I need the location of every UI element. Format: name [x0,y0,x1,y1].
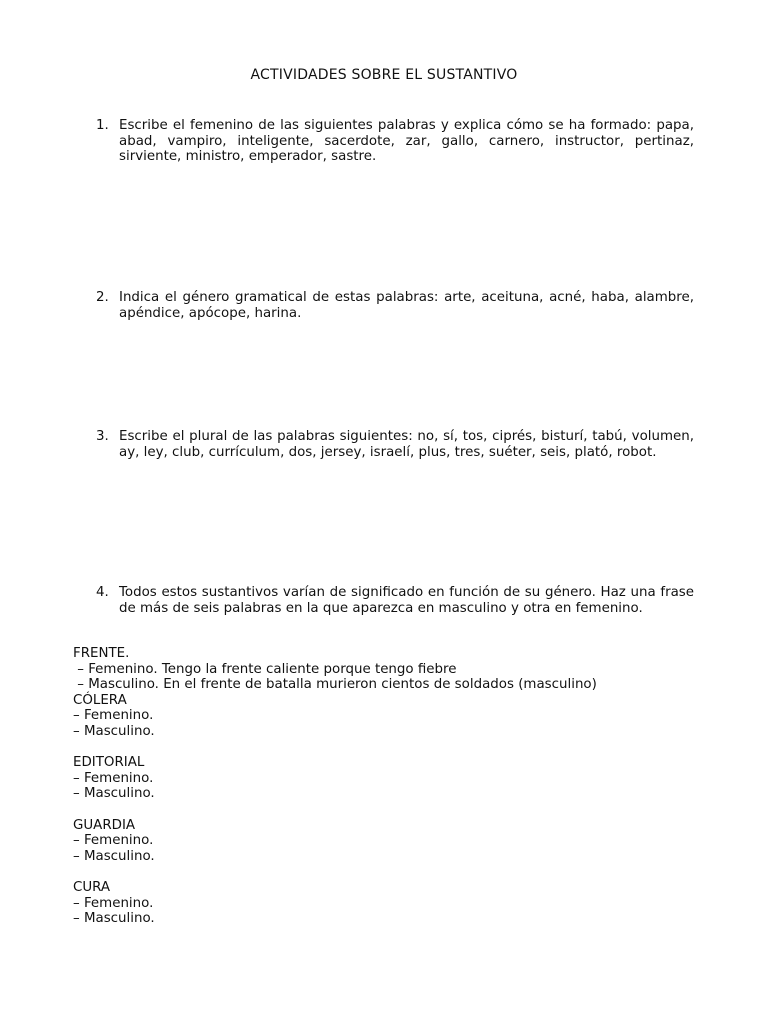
blank-line [73,740,713,756]
activity-item-4 [96,585,694,616]
blank-line [73,864,713,880]
answer-femenino-editorial: – Femenino. [73,770,154,786]
blank-line [73,802,713,818]
activity-item-1 [96,118,694,165]
activity-item-2 [96,290,694,321]
answers-section [73,646,713,927]
item-text: Escribe el femenino de las siguientes palabras y explica cómo se ha formado: papa, abad, vampiro, inteligente, sacerdote, zar, gallo, carnero, instructor, pertinaz, sirviente, ministro, emperador, sastre. [119,118,694,165]
answer-femenino-guardia: – Femenino. [73,833,154,849]
answer-masculino-editorial: – Masculino. [73,786,155,802]
activity-item-3 [96,429,694,460]
answer-heading-cura: CURA [73,879,111,895]
answer-femenino-frente: – Femenino. Tengo la frente caliente porque tengo fiebre [73,661,457,677]
answer-masculino-colera: – Masculino. [73,723,155,739]
answer-heading-editorial: EDITORIAL [73,755,145,771]
answer-masculino-cura: – Masculino. [73,911,155,927]
item-text: Indica el género gramatical de estas palabras: arte, aceituna, acné, haba, alambre, apéndice, apócope, harina. [119,290,694,321]
answer-masculino-guardia: – Masculino. [73,848,155,864]
answer-heading-guardia: GUARDIA [73,817,136,833]
item-number: 4. [96,585,109,600]
item-text: Todos estos sustantivos varían de significado en función de su género. Haz una frase de más de seis palabras en la que aparezca en masculino y otra en femenino. [119,585,694,616]
answer-femenino-colera: – Femenino. [73,708,154,724]
answer-masculino-frente: – Masculino. En el frente de batalla murieron cientos de soldados (masculino) [73,677,597,693]
item-number: 3. [96,429,109,444]
document-title: ACTIVIDADES SOBRE EL SUSTANTIVO [250,67,518,83]
item-number: 1. [96,118,109,133]
answer-heading-colera: CÓLERA [73,692,127,708]
answer-heading-frente: FRENTE. [73,646,130,661]
item-number: 2. [96,290,109,305]
item-text: Escribe el plural de las palabras siguientes: no, sí, tos, ciprés, bisturí, tabú, volumen, ay, ley, club, currículum, dos, jersey, israelí, plus, tres, suéter, seis, plató, robot. [119,429,694,460]
answer-femenino-cura: – Femenino. [73,895,154,911]
